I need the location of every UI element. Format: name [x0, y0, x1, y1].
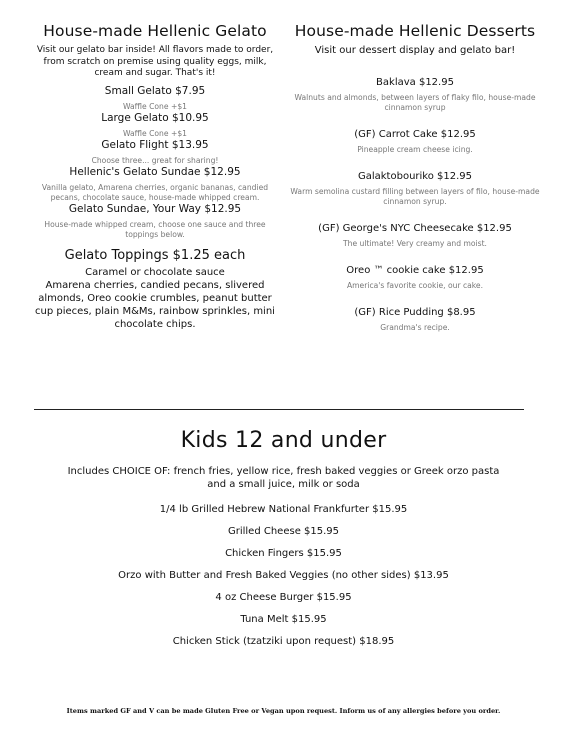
dessert-item-name: (GF) Carrot Cake $12.95 — [354, 128, 476, 140]
kids-menu-list — [0, 503, 567, 648]
toppings-sauces: Caramel or chocolate sauce — [85, 266, 225, 278]
dessert-item-desc: Warm semolina custard filling between layers of filo, house-made cinnamon syrup. — [290, 186, 540, 206]
dessert-item-desc: America's favorite cookie, our cake. — [346, 280, 484, 290]
gelato-item — [30, 166, 280, 203]
kids-menu-item: Chicken Fingers $15.95 — [225, 548, 342, 559]
desserts-intro: Visit our dessert display and gelato bar! — [314, 45, 516, 56]
toppings-list: Amarena cherries, candied pecans, slivered almonds, Oreo cookie crumbles, peanut butter cup pieces, plain M&Ms, rainbow sprinkles, mini chocolate chips. — [35, 279, 275, 330]
dessert-item — [290, 128, 540, 155]
gelato-item-desc: Choose three... great for sharing! — [91, 155, 219, 165]
gelato-item — [30, 139, 280, 166]
gelato-item-name: Gelato Flight $13.95 — [101, 138, 209, 151]
dessert-item — [290, 76, 540, 113]
gelato-item — [30, 203, 280, 240]
gelato-item — [30, 85, 280, 112]
gelato-item-name: Small Gelato $7.95 — [104, 84, 206, 97]
gelato-item-desc: Waffle Cone +$1 — [123, 128, 187, 138]
kids-menu-item: Grilled Cheese $15.95 — [227, 526, 340, 537]
gelato-item — [30, 112, 280, 139]
gelato-item-desc: House-made whipped cream, choose one sauce and three toppings below. — [44, 219, 266, 239]
kids-menu-item: 1/4 lb Grilled Hebrew National Frankfurter $15.95 — [159, 504, 408, 515]
section-divider — [34, 409, 524, 410]
dessert-item — [290, 170, 540, 207]
desserts-title: House-made Hellenic Desserts — [294, 22, 536, 40]
desserts-section — [290, 22, 540, 333]
dessert-item — [290, 264, 540, 291]
dessert-item — [290, 306, 540, 333]
gelato-section — [30, 22, 280, 331]
kids-title: Kids 12 and under — [180, 428, 387, 453]
dessert-item-desc: The ultimate! Very creamy and moist. — [343, 238, 487, 248]
allergy-footnote: Items marked GF and V can be made Gluten Free or Vegan upon request. Inform us of any allergies before you order. — [66, 707, 501, 715]
dessert-item — [290, 222, 540, 249]
dessert-item-desc: Walnuts and almonds, between layers of flaky filo, house-made cinnamon syrup — [294, 92, 536, 112]
kids-intro — [0, 465, 567, 491]
dessert-item-name: (GF) Rice Pudding $8.95 — [354, 306, 476, 318]
kids-menu-item: 4 oz Cheese Burger $15.95 — [215, 592, 352, 603]
kids-menu-item: Orzo with Butter and Fresh Baked Veggies (no other sides) $13.95 — [118, 570, 449, 581]
kids-intro-line: and a small juice, milk or soda — [207, 479, 360, 490]
gelato-item-name: Large Gelato $10.95 — [101, 111, 209, 124]
dessert-item-name: Galaktobouriko $12.95 — [357, 170, 473, 182]
gelato-item-name: Hellenic's Gelato Sundae $12.95 — [69, 165, 241, 178]
toppings-title: Gelato Toppings $1.25 each — [64, 247, 246, 263]
gelato-title: House-made Hellenic Gelato — [43, 22, 267, 40]
dessert-item-name: (GF) George's NYC Cheesecake $12.95 — [318, 222, 512, 234]
dessert-item-desc: Grandma's recipe. — [380, 322, 450, 332]
gelato-item-desc: Vanilla gelato, Amarena cherries, organic bananas, candied pecans, chocolate sauce, house-made whipped cream. — [41, 182, 269, 202]
dessert-item-name: Baklava $12.95 — [376, 76, 454, 88]
gelato-item-name: Gelato Sundae, Your Way $12.95 — [68, 202, 242, 215]
dessert-item-desc: Pineapple cream cheese icing. — [357, 144, 473, 154]
gelato-intro: Visit our gelato bar inside! All flavors made to order, from scratch on premise using quality eggs, milk, cream and sugar. That's it! — [36, 45, 274, 78]
gelato-item-desc: Waffle Cone +$1 — [123, 101, 187, 111]
dessert-item-name: Oreo ™ cookie cake $12.95 — [346, 264, 484, 276]
kids-section — [0, 428, 567, 648]
kids-menu-item: Tuna Melt $15.95 — [240, 614, 327, 625]
kids-menu-item: Chicken Stick (tzatziki upon request) $18.95 — [172, 636, 395, 647]
kids-intro-line: Includes CHOICE OF: french fries, yellow rice, fresh baked veggies or Greek orzo pasta — [67, 466, 500, 477]
